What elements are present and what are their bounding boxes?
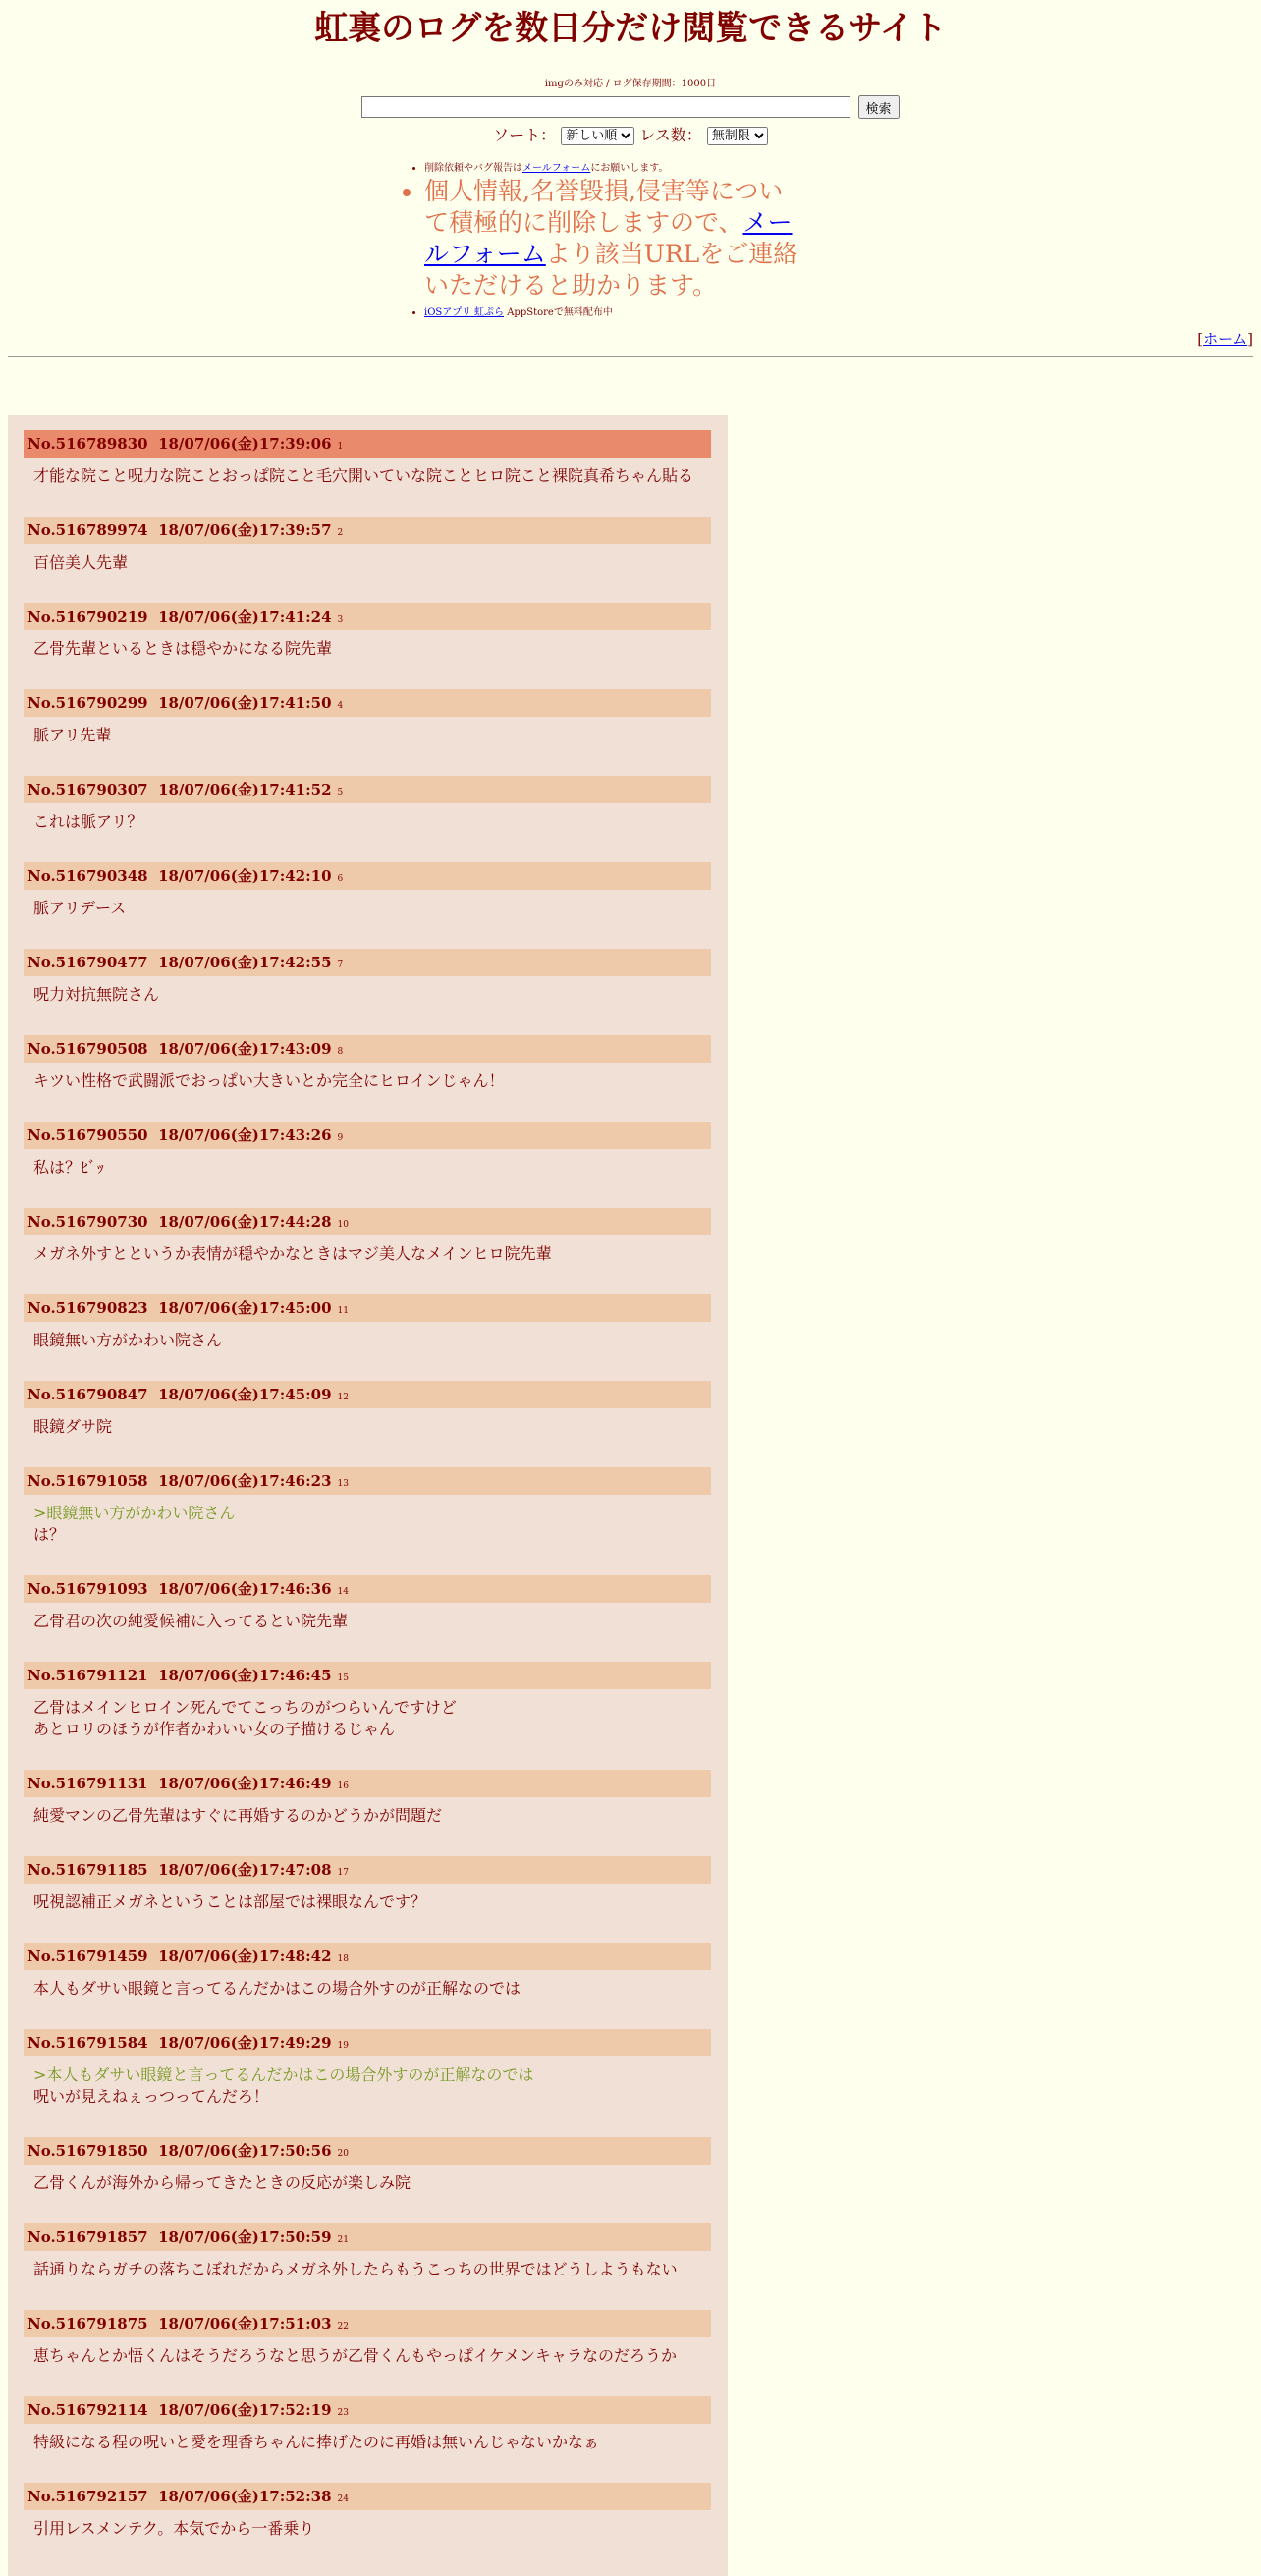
post-header [24, 2137, 711, 2165]
post-text-line: キツい性格で武闘派でおっぱい大きいとか完全にヒロインじゃん！ [33, 1071, 505, 1090]
post-number: No.516792157 [27, 2488, 148, 2505]
post-header [24, 1856, 711, 1884]
post [24, 862, 711, 919]
post [24, 430, 711, 487]
post-header [24, 2483, 711, 2510]
post-date: 18/07/06(金)17:39:57 [158, 521, 332, 539]
post-header [24, 517, 711, 544]
post-index: 1 [337, 442, 344, 452]
quote-line: >本人もダサい眼鏡と言ってるんだかはこの場合外すのが正解なのでは [33, 2065, 534, 2084]
post-index: 3 [337, 615, 344, 625]
post-number: No.516790219 [27, 608, 148, 626]
post-date: 18/07/06(金)17:46:23 [158, 1472, 332, 1490]
search-row [0, 95, 1261, 119]
post-body [24, 2165, 711, 2194]
post-number: No.516790823 [27, 1299, 148, 1317]
post-number: No.516792114 [27, 2401, 148, 2419]
post-body [24, 1322, 711, 1351]
post-text-line: 私は？ﾋﾞｯ [33, 1158, 105, 1177]
home-nav: [ホーム] [1197, 330, 1253, 348]
post-index: 20 [337, 2149, 349, 2159]
post-header [24, 1122, 711, 1149]
ios-app-link[interactable]: iOSアプリ 虹ぷら [424, 307, 505, 318]
post [24, 2029, 711, 2108]
post-text-line: 乙骨はメインヒロイン死んでてこっちのがつらいんですけど [33, 1698, 457, 1717]
post-number: No.516789830 [27, 435, 148, 453]
post-text-line: 呪いが見えねぇっつってんだろ！ [33, 2087, 269, 2106]
post-date: 18/07/06(金)17:41:24 [158, 608, 332, 626]
post-body [24, 976, 711, 1006]
post-header [24, 2310, 711, 2337]
post [24, 2310, 711, 2367]
post-date: 18/07/06(金)17:44:28 [158, 1213, 332, 1231]
post-number: No.516791857 [27, 2228, 148, 2246]
post-header [24, 1770, 711, 1797]
post [24, 1208, 711, 1265]
post-index: 7 [337, 960, 344, 970]
post-index: 11 [337, 1306, 349, 1316]
post-text-line: 純愛マンの乙骨先輩はすぐに再婚するのかどうかが問題だ [33, 1806, 443, 1825]
post-number: No.516790299 [27, 694, 148, 712]
post-body [24, 544, 711, 574]
post-header [24, 603, 711, 630]
post-number: No.516790307 [27, 781, 148, 798]
post-index: 6 [337, 874, 344, 884]
post-header [24, 1575, 711, 1603]
post-body [24, 2251, 711, 2280]
post-text-line: 眼鏡無い方がかわい院さん [33, 1331, 223, 1349]
post [24, 2483, 711, 2540]
post-header [24, 1294, 711, 1322]
post-number: No.516791131 [27, 1775, 148, 1792]
post-text-line: 呪視認補正メガネということは部屋では裸眼なんです？ [33, 1892, 427, 1911]
post-date: 18/07/06(金)17:46:36 [158, 1580, 332, 1598]
post-text-line: 特級になる程の呪いと愛を理香ちゃんに捧げたのに再婚は無いんじゃないかなぁ [33, 2433, 600, 2451]
post-header [24, 1208, 711, 1235]
post-body [24, 1884, 711, 1913]
quote-line: >眼鏡無い方がかわい院さん [33, 1504, 236, 1522]
post-date: 18/07/06(金)17:41:50 [158, 694, 332, 712]
post [24, 603, 711, 660]
post-index: 12 [337, 1393, 349, 1402]
post-text-line: 恵ちゃんとか悟くんはそうだろうなと思うが乙骨くんもやっぱイケメンキャラなのだろうか [33, 2346, 678, 2365]
retention-note: imgのみ対応 / ログ保存期間：1000日 [544, 79, 717, 89]
post-number: No.516789974 [27, 521, 148, 539]
post-header [24, 949, 711, 976]
thread-container [8, 415, 728, 2576]
notice-text: より該当URLをご連絡いただけると助かります。 [424, 240, 798, 300]
post-body [24, 1235, 711, 1265]
post-text-line: は？ [33, 1525, 66, 1544]
post-index: 22 [337, 2322, 349, 2331]
post-header [24, 1943, 711, 1970]
post-date: 18/07/06(金)17:50:56 [158, 2142, 332, 2160]
search-button[interactable]: 検索 [858, 95, 900, 119]
post-index: 2 [337, 528, 344, 538]
post [24, 1575, 711, 1632]
post-number: No.516791058 [27, 1472, 148, 1490]
post-header [24, 1381, 711, 1408]
post-text-line: 話通りならガチの落ちこぼれだからメガネ外したらもうこっちの世界ではどうしようもない [33, 2260, 678, 2278]
post-date: 18/07/06(金)17:41:52 [158, 781, 332, 798]
post-header [24, 2396, 711, 2424]
post-index: 8 [337, 1047, 344, 1057]
post-index: 16 [337, 1781, 349, 1791]
post-number: No.516790847 [27, 1386, 148, 1403]
post-header [24, 2029, 711, 2056]
post-number: No.516791875 [27, 2315, 148, 2332]
post-text-line: これは脈アリ？ [33, 812, 143, 831]
post-body [24, 803, 711, 833]
post-number: No.516791185 [27, 1861, 148, 1879]
post-body [24, 2056, 711, 2108]
notice-text: 削除依頼やバグ報告は [424, 163, 522, 174]
post-body [24, 630, 711, 660]
notice-item-report [424, 159, 807, 174]
notice-text: AppStoreで無料配布中 [504, 307, 613, 318]
post-number: No.516790477 [27, 954, 148, 971]
sort-select[interactable] [561, 127, 634, 145]
post-text-line: 脈アリデース [33, 899, 127, 917]
notice-list [424, 159, 807, 318]
post-text-line: 才能な院こと呪力な院ことおっぱ院こと毛穴開いていな院ことヒロ院こと裸院真希ちゃん貼る [33, 466, 694, 485]
page-title: 虹裏のログを数日分だけ閲覧できるサイト [314, 9, 947, 48]
post-text-line: 百倍美人先輩 [33, 553, 129, 572]
post-header [24, 1035, 711, 1063]
post-number: No.516790550 [27, 1126, 148, 1144]
post-index: 15 [337, 1673, 349, 1683]
post-header [24, 2223, 711, 2251]
post-date: 18/07/06(金)17:39:06 [158, 435, 332, 453]
post-body [24, 890, 711, 919]
post-index: 21 [337, 2235, 349, 2245]
post-number: No.516791093 [27, 1580, 148, 1598]
post [24, 1122, 711, 1178]
post [24, 2137, 711, 2194]
post [24, 517, 711, 574]
post-body [24, 1149, 711, 1178]
post-index: 10 [337, 1220, 349, 1230]
post-index: 19 [337, 2041, 349, 2051]
post-date: 18/07/06(金)17:43:09 [158, 1040, 332, 1058]
post-body [24, 2424, 711, 2453]
sort-label: ソート： [493, 126, 557, 144]
post-date: 18/07/06(金)17:47:08 [158, 1861, 332, 1879]
post-number: No.516790508 [27, 1040, 148, 1058]
home-link[interactable]: ホーム [1203, 330, 1248, 348]
notice-item-deletion [424, 176, 807, 301]
post [24, 1856, 711, 1913]
sort-row [0, 123, 1261, 145]
post-header [24, 1662, 711, 1689]
post-body [24, 1970, 711, 2000]
notice-text: 個人情報,名誉毀損,侵害等について積極的に削除しますので、 [424, 177, 784, 237]
post-body [24, 1603, 711, 1632]
notice-text: にお願いします。 [590, 163, 669, 174]
post-text-line: 乙骨先輩といるときは穏やかになる院先輩 [33, 639, 333, 658]
res-count-select[interactable] [707, 127, 768, 145]
post [24, 1770, 711, 1827]
post-date: 18/07/06(金)17:49:29 [158, 2034, 332, 2052]
post-index: 5 [337, 788, 344, 797]
post-text-line: メガネ外すとというか表情が穏やかなときはマジ美人なメインヒロ院先輩 [33, 1244, 552, 1263]
search-input[interactable] [361, 96, 850, 118]
post-header [24, 689, 711, 717]
post-date: 18/07/06(金)17:45:00 [158, 1299, 332, 1317]
post-text-line: 引用レスメンテク。本気でから一番乗り [33, 2519, 315, 2538]
post-body [24, 458, 711, 487]
post [24, 1294, 711, 1351]
post-text-line: 呪力対抗無院さん [33, 985, 160, 1004]
post-text-line: 乙骨君の次の純愛候補に入ってるとい院先輩 [33, 1612, 349, 1630]
post-body [24, 1495, 711, 1546]
post-date: 18/07/06(金)17:42:55 [158, 954, 332, 971]
post-text-line: 脈アリ先輩 [33, 726, 112, 744]
post-header [24, 776, 711, 803]
post [24, 776, 711, 833]
post [24, 1035, 711, 1092]
post-number: No.516790730 [27, 1213, 148, 1231]
post-date: 18/07/06(金)17:52:19 [158, 2401, 332, 2419]
post-header [24, 430, 711, 458]
post-date: 18/07/06(金)17:45:09 [158, 1386, 332, 1403]
post-index: 13 [337, 1479, 349, 1489]
post-number: No.516791459 [27, 1947, 148, 1965]
res-count-label: レス数： [639, 126, 702, 144]
post-date: 18/07/06(金)17:46:49 [158, 1775, 332, 1792]
post-date: 18/07/06(金)17:50:59 [158, 2228, 332, 2246]
post-body [24, 1063, 711, 1092]
post-number: No.516790348 [27, 867, 148, 885]
post-index: 14 [337, 1587, 349, 1597]
post-body [24, 1408, 711, 1438]
post-header [24, 1467, 711, 1495]
post [24, 1467, 711, 1546]
post-index: 23 [337, 2408, 349, 2418]
mail-form-link[interactable]: メールフォーム [522, 163, 591, 174]
post-index: 17 [337, 1868, 349, 1878]
post-date: 18/07/06(金)17:48:42 [158, 1947, 332, 1965]
post [24, 689, 711, 746]
post-text-line: 眼鏡ダサ院 [33, 1417, 113, 1436]
mail-form-link[interactable]: メールフォーム [424, 208, 793, 268]
post [24, 1662, 711, 1740]
post-body [24, 2337, 711, 2367]
post [24, 1381, 711, 1438]
post [24, 1943, 711, 2000]
post-date: 18/07/06(金)17:43:26 [158, 1126, 332, 1144]
divider [8, 356, 1253, 357]
post [24, 2223, 711, 2280]
post-body [24, 717, 711, 746]
post-text-line: 乙骨くんが海外から帰ってきたときの反応が楽しみ院 [33, 2173, 411, 2192]
post-body [24, 2510, 711, 2540]
post-body [24, 1797, 711, 1827]
post-index: 24 [337, 2494, 349, 2504]
post-text-line: 本人もダサい眼鏡と言ってるんだかはこの場合外すのが正解なのでは [33, 1979, 521, 1998]
post-text-line: あとロリのほうが作者かわいい女の子描けるじゃん [33, 1720, 396, 1738]
post-index: 4 [337, 701, 344, 711]
post-number: No.516791121 [27, 1667, 148, 1684]
notice-item-app [424, 303, 807, 318]
post [24, 949, 711, 1006]
post-number: No.516791850 [27, 2142, 148, 2160]
post-date: 18/07/06(金)17:52:38 [158, 2488, 332, 2505]
post-date: 18/07/06(金)17:42:10 [158, 867, 332, 885]
post [24, 2396, 711, 2453]
post-date: 18/07/06(金)17:51:03 [158, 2315, 332, 2332]
post-header [24, 862, 711, 890]
post-index: 18 [337, 1954, 349, 1964]
post-date: 18/07/06(金)17:46:45 [158, 1667, 332, 1684]
post-number: No.516791584 [27, 2034, 148, 2052]
post-body [24, 1689, 711, 1740]
post-index: 9 [337, 1133, 344, 1143]
